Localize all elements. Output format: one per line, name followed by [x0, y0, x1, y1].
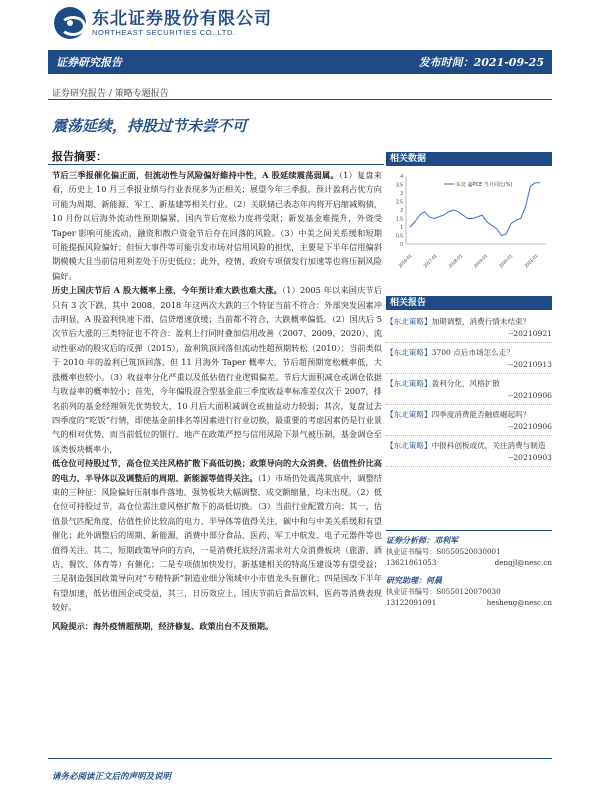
paragraph-body: （1）2005 年以来国庆节后只有 3 次下跌，其中 2008、2018 年这两次大跌的三个特征当前不符合：外部突发因素冲击明显，A 股盈利快速下滑，信贷增速放缓；当前都不符合，大跌概率偏低。（2）国庆后 5 次节后大涨的三类特征也不符合：盈利上行同时叠加信用改善（2007、2009、2020），流动性驱动的股灾后的反弹（2015），盈利筑顶回落但流动性超预期转松（2010）；当前类似于 2010 年的盈利已筑顶回落，但 11 月海外 Taper 概率大，节后超预期宽松概率低，大涨概率也较小。（3）收益率分化严重以及低估值行业逻辑偏差。节后大面积减仓或调仓依据与收益率的概率较小；首先，今年偏股混合型基金前三季度收益率标准差仅次于 2007，排名前列的基金经理领先优势较大，10 月后大面积减调仓或抽益动力较弱；其次，复盘过去四季度的“吃饭”行情，即使基金前排名等因素进行行业切换，最重要的考虑因素仍是行业景气的相对优势，而当前低位的银行、地产在政策严控与信用风险下景气被压制，基金调仓至该类板块概率小， — [52, 285, 382, 454]
report-title: 震荡延续，持股过节未尝不可 — [52, 117, 248, 135]
y-tick-label: 2 — [400, 208, 403, 214]
divider — [48, 99, 552, 100]
report-header-bar — [48, 50, 552, 74]
x-tick-label: 2021-01 — [523, 253, 539, 269]
abstract-body — [52, 168, 382, 633]
pce-series-line — [410, 183, 540, 236]
y-tick-label: 4 — [400, 174, 403, 180]
paragraph-lead: 历史上国庆节后 A 股大概率上涨，今年预计难大跌也难大涨。 — [52, 285, 282, 296]
analyst-phone: 13621861053 — [386, 558, 437, 567]
assistant-contact — [386, 597, 552, 608]
analyst-email[interactable]: dengjl@nesc.cn — [494, 558, 552, 567]
report-date: --20210913 — [508, 360, 552, 369]
report-item[interactable] — [386, 436, 552, 467]
analyst-contact — [386, 557, 552, 568]
breadcrumb: 证券研究报告 / 策略专题报告 — [52, 89, 169, 99]
report-tag: 【东北策略】 — [386, 317, 432, 326]
report-date: --20210906 — [508, 422, 552, 431]
report-title: 加期调整，消费行情未结束？ — [431, 317, 531, 326]
analyst-info — [386, 530, 552, 608]
y-tick-label: 0 — [400, 242, 403, 248]
y-tick-label: 2.5 — [396, 199, 403, 206]
report-title: 中报科创板或优，关注消费与制造 — [431, 441, 546, 450]
report-title: 3700 点后市场怎么走？ — [431, 348, 515, 357]
report-item[interactable] — [386, 374, 552, 405]
report-date: --20210921 — [508, 329, 552, 338]
assistant-email[interactable]: hesheng@nesc.cn — [486, 598, 552, 607]
report-tag: 【东北策略】 — [386, 379, 432, 388]
report-date: --20210903 — [508, 453, 552, 462]
report-tag: 【东北策略】 — [386, 348, 432, 357]
company-name-cn: 东北证券股份有限公司 — [92, 8, 272, 29]
report-item[interactable] — [386, 343, 552, 374]
legend-label: 东北 @PCE 当月同比(%) — [456, 182, 513, 188]
divider — [48, 758, 552, 759]
abstract-heading: 报告摘要： — [52, 150, 107, 163]
related-reports-list — [386, 312, 552, 467]
footer-disclaimer: 请务必阅读正文后的声明及说明 — [52, 772, 172, 782]
y-tick-label: 1.5 — [396, 216, 403, 223]
pce-chart — [386, 168, 552, 280]
x-tick-label: 2016-01 — [397, 253, 413, 269]
y-tick-label: 3 — [400, 191, 403, 197]
pce-chart-svg — [386, 168, 552, 280]
risk-lead: 风险提示： — [52, 620, 93, 631]
assistant-role: 研究助理：何晨 — [386, 575, 442, 585]
abstract-paragraph — [52, 283, 382, 456]
analyst-cert: 执业证书编号：S0550520030001 — [386, 547, 501, 556]
y-tick-label: 0.5 — [396, 233, 403, 240]
paragraph-lead: 节后三季报催化偏正面，但流动性与风险偏好維持中性，A 股延续震荡弱属。 — [52, 170, 339, 180]
report-tag: 【东北策略】 — [386, 410, 432, 419]
related-reports-heading: 相关报告 — [386, 296, 552, 310]
y-tick-label: 1 — [400, 225, 403, 231]
risk-body: 海外疫情超预期，经济修复、政策出台不及预期。 — [92, 620, 274, 631]
y-tick-label: 3.5 — [396, 182, 403, 189]
x-tick-label: 2018-01 — [447, 253, 464, 269]
x-tick-label: 2019-01 — [472, 253, 489, 269]
assistant-phone: 13122091091 — [386, 598, 437, 607]
publish-date: 发布时间：2021-09-25 — [418, 56, 544, 69]
company-logo — [54, 6, 272, 40]
analyst-role: 证券分析师：邓利军 — [386, 535, 458, 545]
report-item[interactable] — [386, 312, 552, 343]
company-name-en: NORTHEAST SECURITIES CO.,LTD. — [92, 27, 236, 37]
paragraph-body: （1）复盘来看，历史上 10 月三季报业绩与行业表现多为正相关；展望今年三季报，预计盈利占优方向可能为周期、新能源、军工、新基建等相关行业。（2）关联储已表态年内将开启缩减购债，10 月份以后海外流动性预期偏紧，国内节后宽松力度将受限；新发基金难提升，外资受 Taper 影响可能流动，融资和散户资金节后存在回落的风险。（3）中美之间关系缓和短期可能提振风险偏好；但恒大事件等可能引发市场对信用风险的担忧，主要是下半年信用偏斜期模模大且当前信用利差处于历史低位；此外，疫情、政府专项债发行加速等也将压制风险偏好。 — [52, 170, 382, 281]
company-logo-icon — [54, 7, 86, 39]
report-item[interactable] — [386, 405, 552, 436]
paragraph-body: （1）市场仍处震荡筑底中，调整结束的三种征：风险偏好压制事件落地、强势板块大幅调整、成交额缩量，均未出现。（2）低仓位可持股过节，高仓位需注意风格扩散下的高低切换。（3）当前行业配置方向：其一，估值景气匹配角度，估值性价比较高的电力、半导体等值得关注，碳中和与中美关系缓和有望催化；此外调整后的周期、新能源，消费中部分食品、医药、军工中航发、电子元器件等也值得关注。其二，短期政策导向的方向，一是消费托底经济需求对大众消费板块（旅游、酒店、餐饮、体育等）有催化；二是专项债加快发行，新基建相关的特高压建设等有望受益；三是制造强国政策导向对“专精特新”制造业细分领域中小市值龙头有催化；四是国改下半年有望加速，低估值国企或受益，其三，日历效应上，国庆节前后食品饮料，医药等消费表现较好。 — [52, 472, 382, 613]
report-date: --20210906 — [508, 391, 552, 400]
paragraph-lead: 低仓位可持股过节，高仓位关注风格扩散下高低切换；政策导向的大众消费、估值性价比高的电力、半导体以及调整后的周期、新能源等值得关注。 — [52, 458, 382, 483]
assistant-cert: 执业证书编号：S0550120070030 — [386, 587, 501, 596]
report-type: 证券研究报告 — [56, 56, 122, 69]
divider — [48, 164, 384, 165]
x-tick-label: 2017-01 — [422, 253, 438, 269]
related-data-heading: 相关数据 — [386, 152, 552, 166]
abstract-paragraph — [52, 168, 382, 283]
report-title: 四季度消费能否触底崛起吗？ — [431, 410, 531, 419]
report-title: 盈利分化，风格扩散 — [431, 379, 500, 388]
abstract-paragraph — [52, 456, 382, 614]
report-tag: 【东北策略】 — [386, 441, 432, 450]
risk-warning — [52, 619, 382, 633]
x-tick-label: 2020-01 — [498, 253, 514, 269]
